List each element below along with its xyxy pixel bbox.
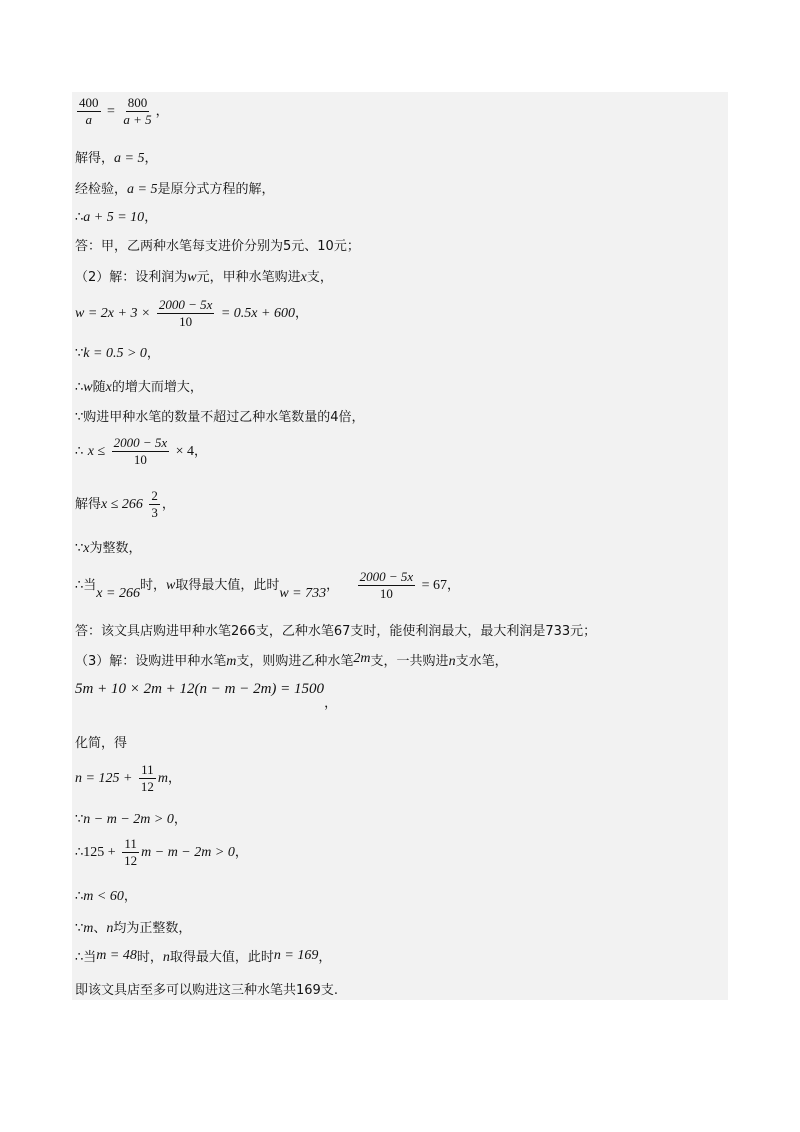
answer-line: 答：甲，乙两种水笔每支进价分别为5元、10元； (75, 239, 360, 254)
fraction: $\frac{11}{12}$ (140, 762, 154, 794)
final-answer: 即该文具店至多可以购进这三种水笔共169支. (75, 983, 338, 998)
equation-line: $\frac{400}{a}$ = $\frac{800}{a + 5}$ ， (79, 95, 169, 127)
therefore-icon: ∴ (75, 444, 84, 460)
inequality-line: ∴ x ≤ $\frac{2000 - 5x}{10}$ × 4， (75, 435, 208, 467)
because-line: ∵k = 0.5 > 0， (75, 346, 160, 361)
fraction: $\frac{2000 - 5x}{10}$ (359, 569, 414, 601)
therefore-icon: ∴ (75, 889, 84, 904)
answer-line: 答：该文具店购进甲种水笔266支，乙种水笔67支时，能使利润最大，最大利润是733元； (75, 624, 597, 639)
inequality-line: ∴125 + $\frac{11}{12}$ m − m − 2m > 0， (75, 836, 248, 868)
because-line: ∵m、n均为正整数， (75, 921, 192, 936)
cost-equation: 5m + 10 × 2m + 12(n − m − 2m) = 1500， (75, 681, 338, 711)
because-line: ∵n − m − 2m > 0， (75, 812, 187, 827)
verification-line: 经检验，a = 5是原分式方程的解， (75, 182, 275, 197)
because-icon: ∵ (75, 541, 84, 556)
fraction: $\frac{2000 - 5x}{10}$ (158, 297, 213, 329)
because-line: ∵x为整数， (75, 541, 142, 556)
fraction: $\frac{400}{a}$ (79, 95, 99, 127)
therefore-line: ∴m < 60， (75, 889, 137, 904)
because-icon: ∵ (75, 812, 84, 827)
therefore-line: ∴w随x的增大而增大， (75, 380, 203, 395)
fraction: $\frac{2000 - 5x}{10}$ (113, 435, 168, 467)
max-value-line: ∴当x = 266时，w取得最大值，此时w = 733， $\frac{2000 - 5x}{10}$ = 67， (75, 569, 461, 602)
therefore-icon: ∴ (75, 380, 84, 395)
simplify-line: 化简，得 (75, 736, 128, 751)
fraction: $\frac{2}{3}$ (151, 488, 158, 520)
fraction: $\frac{800}{a + 5}$ (123, 95, 152, 127)
because-line: ∵购进甲种水笔的数量不超过乙种水笔数量的4倍， (75, 410, 365, 425)
part3-heading: （3）解：设购进甲种水笔m支，则购进乙种水笔2m支，一共购进n支水笔， (75, 651, 508, 669)
therefore-icon: ∴ (75, 578, 84, 594)
because-icon: ∵ (75, 410, 84, 425)
therefore-icon: ∴ (75, 950, 84, 965)
part2-heading: （2）解：设利润为w元，甲种水笔购进x支， (75, 270, 333, 285)
therefore-icon: ∴ (75, 845, 84, 861)
therefore-icon: ∴ (75, 210, 84, 225)
solution-line: 解得x ≤ 266 $\frac{2}{3}$ ， (75, 488, 175, 520)
max-value-line: ∴当m = 48时，n取得最大值，此时n = 169， (75, 948, 332, 965)
because-icon: ∵ (75, 346, 84, 361)
fraction: $\frac{11}{12}$ (124, 836, 138, 868)
profit-equation: w = 2x + 3 × $\frac{2000 - 5x}{10}$ = 0.5x + 600， (75, 297, 308, 329)
n-expression: n = 125 + $\frac{11}{12}$ m， (75, 762, 181, 794)
therefore-line: ∴a + 5 = 10， (75, 210, 158, 225)
because-icon: ∵ (75, 921, 84, 936)
solution-line: 解得，a = 5， (75, 151, 158, 166)
